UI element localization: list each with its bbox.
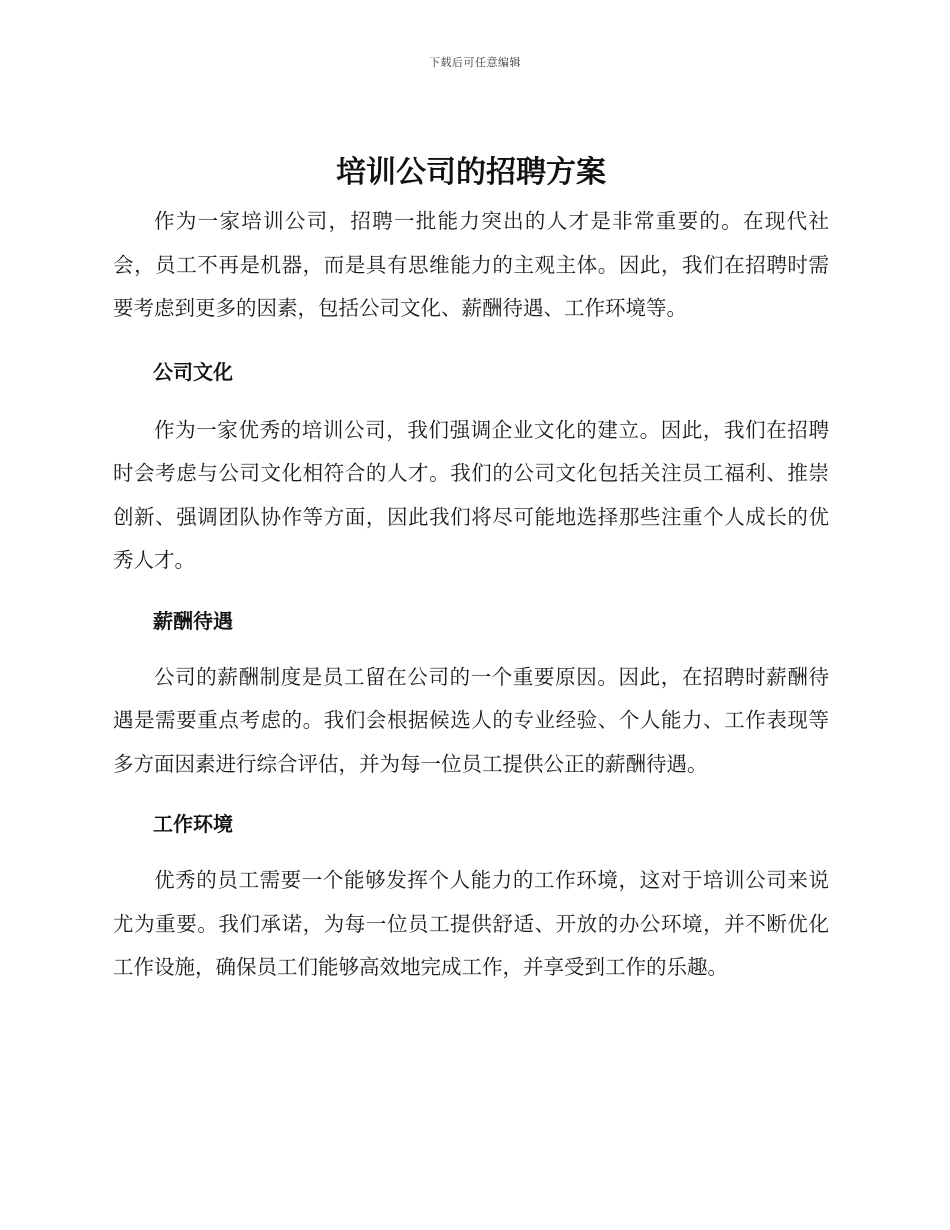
document-body [113, 150, 829, 990]
section-heading-work-environment: 工作环境 [153, 812, 233, 836]
intro-paragraph: 作为一家培训公司，招聘一批能力突出的人才是非常重要的。在现代社会，员工不再是机器，而是具有思维能力的主观主体。因此，我们在招聘时需要考虑到更多的因素，包括公司文化、薪酬待遇、工作环境等。 [113, 209, 829, 320]
section-heading-compensation: 薪酬待遇 [153, 608, 233, 633]
section-body-company-culture: 作为一家优秀的培训公司，我们强调企业文化的建立。因此，我们在招聘时会考虑与公司文化相符合的人才。我们的公司文化包括关注员工福利、推崇创新、强调团队协作等方面，因此我们将尽可能地选择那些注重个人成长的优秀人才。 [113, 417, 829, 572]
page-header-note: 下载后可任意编辑 [429, 56, 521, 69]
section-body-work-environment: 优秀的员工需要一个能够发挥个人能力的工作环境，这对于培训公司来说尤为重要。我们承诺，为每一位员工提供舒适、开放的办公环境，并不断优化工作设施，确保员工们能够高效地完成工作，并享受到工作的乐趣。 [113, 868, 829, 979]
section-heading-company-culture: 公司文化 [153, 359, 233, 384]
section-body-compensation: 公司的薪酬制度是员工留在公司的一个重要原因。因此，在招聘时薪酬待遇是需要重点考虑的。我们会根据候选人的专业经验、个人能力、工作表现等多方面因素进行综合评估，并为每一位员工提供公正的薪酬待遇。 [113, 664, 829, 776]
document-title: 培训公司的招聘方案 [336, 155, 606, 190]
